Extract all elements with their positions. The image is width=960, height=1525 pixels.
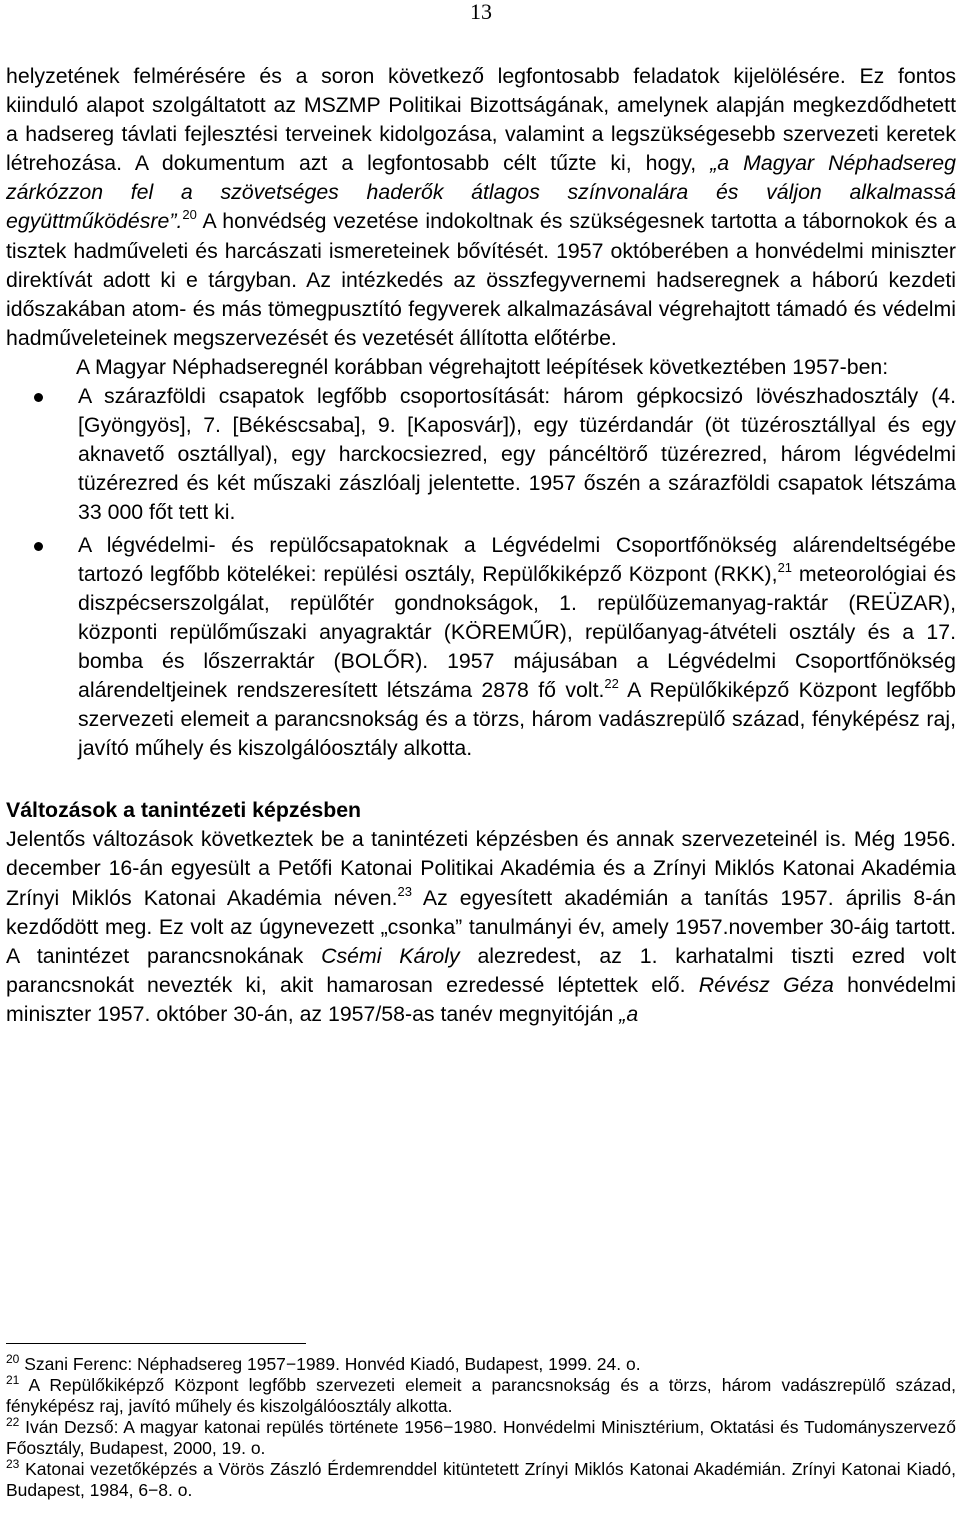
- paragraph-text: A honvédség vezetése indokoltnak és szükségesnek tartotta a tábornokok és a tisztek hadműveleti és harcászati ismereteinek bővítését. 1957 októberében a honvédelmi miniszter direktívát adott ki e tárgyban. Az intézkedés az összfegyvernemi hadseregnek a háború kezdeti időszakában atom- és más tömegpusztító fegyverek alkalmazásával végrehajtott támadó és védelmi hadműveleteinek megszervezését és vezetését állította előtérbe.: [6, 209, 956, 350]
- section-heading: Változások a tanintézeti képzésben: [6, 798, 362, 823]
- list-item-text: meteorológiai és diszpécserszolgálat, repülőtér gondnokságok, 1. repülőüzemanyag-raktár (REÜZAR), központi repülőműszaki anyagraktár (KÖREMŰR), repülőanyag-átvételi osztály és a 17. bomba és lőszerraktár (BOLŐR). 1957 májusában a Légvédelmi Csoportfőnökség alárendeltjeinek rendszeresített létszáma 2878 fő volt.: [78, 561, 956, 702]
- footnote-text: Szani Ferenc: Néphadsereg 1957−1989. Honvéd Kiadó, Budapest, 1999. 24. o.: [19, 1354, 641, 1374]
- footnote-number: 21: [6, 1373, 20, 1387]
- list-item-text: A szárazföldi csapatok legfőbb csoportosítását: három gépkocsizó lövészhadosztály (4. [Gyöngyös], 7. [Békéscsaba], 9. [Kaposvár]), egy tüzérdandár (öt tüzérosztállyal és egy aknavető osztállyal), egy harckocsiezred, egy páncéltörő tüzérezred, három légvédelmi tüzérezred és két műszaki zászlóalj jelentette. 1957 őszén a szárazföldi csapatok létszáma 33 000 főt tett ki.: [78, 384, 956, 525]
- quote-start: „a: [619, 1001, 639, 1026]
- footnote-23: [6, 1459, 956, 1501]
- footnote-text: Katonai vezetőképzés a Vörös Zászló Érdemrenddel kitüntetett Zrínyi Miklós Katonai Akadémián. Zrínyi Katonai Kiadó, Budapest, 1984, 6−8. o.: [6, 1459, 956, 1500]
- footnote-ref-23[interactable]: 23: [397, 883, 412, 899]
- footnote-ref-20[interactable]: 20: [182, 207, 197, 223]
- footnote-text: A Repülőkiképző Központ legfőbb szervezeti elemeit a parancsnokság és a törzs, három vadászrepülő század, fényképész raj, javító műhely és kiszolgálóosztály alkotta.: [6, 1375, 956, 1416]
- footnote-20: [6, 1354, 956, 1375]
- paragraph-reductions: A Magyar Néphadseregnél korábban végrehajtott leépítések következtében 1957-ben:: [76, 354, 889, 379]
- list-item-text: A Repülőkiképző Központ legfőbb szervezeti elemeit a parancsnokság és a törzs, három vadászrepülő század, fényképész raj, javító műhely és kiszolgálóosztály alkotta.: [78, 677, 956, 761]
- footnote-21: [6, 1375, 956, 1417]
- footnote-separator: [6, 1343, 306, 1344]
- list-item: [6, 531, 956, 764]
- footnote-number: 22: [6, 1415, 20, 1429]
- paragraph-text: Jelentős változások következtek be a tanintézeti képzésben és annak szervezeteinél is. Még 1956. december 16-án egyesült a Petőfi Katonai Politikai Akadémia és a Zrínyi Miklós Katonai Akadémia Zrínyi Miklós Katonai Akadémia néven.: [6, 827, 956, 910]
- person-name: Csémi Károly: [321, 943, 460, 968]
- paragraph-section: [6, 825, 956, 1029]
- paragraph-text: alezredest, az 1. karhatalmi tiszti ezred volt parancsnokát nevezték ki, akit hamarosan ezredessé léptettek elő.: [6, 943, 956, 997]
- footnote-ref-21[interactable]: 21: [777, 559, 793, 575]
- document-body: [6, 62, 956, 1029]
- list-item-text: A légvédelmi- és repülőcsapatoknak a Légvédelmi Csoportfőnökség alárendeltségébe tartozó legfőbb kötelékei: repülési osztály, Repülőkiképző Központ (RKK),: [78, 532, 956, 586]
- footnote-number: 20: [6, 1352, 20, 1366]
- footnote-22: [6, 1417, 956, 1459]
- footnotes: [6, 1354, 956, 1501]
- footnote-ref-22[interactable]: 22: [604, 675, 619, 691]
- footnote-number: 23: [6, 1457, 20, 1471]
- bullet-icon: [34, 542, 43, 551]
- list-item: [6, 382, 956, 527]
- bullet-icon: [34, 393, 43, 402]
- bullet-list: [6, 382, 956, 763]
- paragraph-text: Az egyesített akadémián a tanítás 1957. április 8-án kezdődött meg. Ez volt az úgynevezett „csonka” tanulmányi év, amely 1957.november 30-áig tartott. A tanintézet parancsnokának: [6, 885, 956, 968]
- person-name: Révész Géza: [698, 972, 834, 997]
- paragraph-intro: [6, 62, 956, 353]
- paragraph-text: helyzetének felmérésére és a soron következő legfontosabb feladatok kijelölésére. Ez fontos kiinduló alapot szolgáltatott az MSZMP Politikai Bizottságának, amelynek alapján megkezdődhetett a hadsereg távlati fejlesztési terveinek kidolgozása, valamint a legszükségesebb szervezeti keretek létrehozása. A dokumentum azt a legfontosabb célt tűzte ki, hogy,: [6, 64, 956, 176]
- footnote-text: Iván Dezső: A magyar katonai repülés története 1956−1980. Honvédelmi Minisztérium, Oktatási és Tudományszervező Főosztály, Budapest, 2000, 19. o.: [6, 1417, 956, 1458]
- paragraph-text: honvédelmi miniszter 1957. október 30-án, az 1957/58-as tanév megnyitóján: [6, 972, 957, 1026]
- page-number: 13: [470, 0, 492, 24]
- quote-text: „a Magyar Néphadsereg zárkózzon fel a szövetséges haderők átlagos színvonalára és váljon alkalmassá együttműködésre”.: [6, 151, 956, 234]
